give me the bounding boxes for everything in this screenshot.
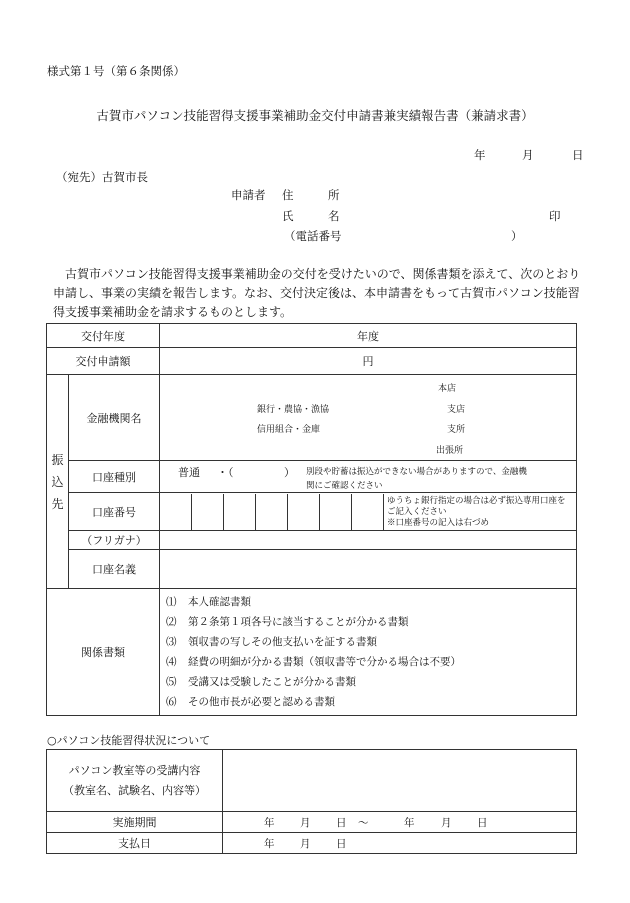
period-label: 実施期間 — [47, 812, 223, 833]
account-type-normal: 普通 — [178, 465, 200, 479]
account-number-note-2: ※口座番号の記入は右づめ — [387, 517, 490, 528]
seal-mark: 印 — [549, 209, 561, 223]
docs-item: ⑹ その他市長が必要と認める書類 — [166, 696, 335, 708]
account-digit-box[interactable] — [256, 494, 288, 530]
amount-field[interactable] — [160, 348, 577, 375]
amount-unit: 円 — [362, 355, 374, 368]
bank-name-label: 金融機関名 — [69, 375, 160, 461]
period-end-year: 年 — [404, 817, 415, 829]
transfer-char-1: 振 — [51, 452, 64, 467]
docs-item: ⑸ 受講又は受験したことが分かる書類 — [166, 676, 356, 688]
date-day: 日 — [572, 148, 584, 162]
course-label-1: パソコン教室等の受講内容 — [68, 763, 201, 777]
docs-label: 関係書類 — [47, 589, 160, 716]
transfer-char-3: 先 — [51, 496, 64, 511]
period-start-year: 年 — [264, 817, 275, 829]
amount-label: 交付申請額 — [47, 348, 160, 375]
bank-name-field[interactable] — [160, 375, 577, 461]
pc-section-heading: ○パソコン技能習得状況について — [47, 734, 211, 747]
applicant-phone-close: ） — [511, 229, 523, 243]
payment-month: 月 — [300, 838, 311, 850]
account-type-label: 口座種別 — [69, 461, 160, 493]
bank-types-2: 信用組合・金庫 — [257, 425, 321, 435]
fiscal-year-label: 交付年度 — [47, 324, 160, 348]
transfer-char-2: 込 — [51, 474, 64, 489]
account-number-note — [384, 494, 576, 530]
period-tilde: ～ — [358, 817, 369, 829]
body-paragraph: 古賀市パソコン技能習得支援事業補助金の交付を受けたいので、関係書類を添えて、次のとおり申請し、事業の実績を報告します。なお、交付決定後は、本申請書をもって古賀市パソコン技能習得支援事業補助金を請求するものとします。 — [53, 267, 581, 319]
form-id: 様式第１号（第６条関係） — [47, 64, 185, 78]
applicant-name-label-1: 氏 — [282, 209, 294, 223]
period-start-month: 月 — [300, 817, 311, 829]
period-start-day: 日 — [336, 817, 347, 829]
period-row — [47, 812, 577, 833]
docs-list — [160, 589, 577, 716]
amount-row — [47, 348, 577, 375]
course-label-2: （教室名、試験名、内容等） — [63, 783, 206, 797]
account-type-field[interactable] — [160, 461, 577, 493]
account-digit-box[interactable] — [224, 494, 256, 530]
account-digit-box[interactable] — [192, 494, 224, 530]
branch-type-head: 本店 — [438, 384, 457, 394]
account-number-label: 口座番号 — [69, 493, 160, 531]
course-field[interactable] — [223, 750, 577, 812]
account-type-note: 別段や貯蓄は振込ができない場合がありますので、金融機関にご確認ください — [306, 466, 527, 491]
applicant-address-label-1: 住 — [282, 188, 294, 202]
payment-day: 日 — [336, 838, 347, 850]
docs-item: ⑴ 本人確認書類 — [166, 596, 251, 608]
bank-types-1: 銀行・農協・漁協 — [257, 405, 330, 415]
payment-label: 支払日 — [47, 833, 223, 854]
account-number-field — [160, 493, 577, 531]
addressee: （宛先）古賀市長 — [56, 170, 148, 184]
docs-item: ⑷ 経費の明細が分かる書類（領収書等で分かる場合は不要） — [166, 656, 461, 668]
account-digit-box[interactable] — [320, 494, 352, 530]
docs-item: ⑵ 第２条第１項各号に該当することが分かる書類 — [166, 616, 409, 628]
applicant-name-label-2: 名 — [328, 209, 340, 223]
furigana-row — [47, 531, 577, 550]
furigana-label: （フリガナ） — [69, 531, 160, 550]
account-type-other-close: ） — [284, 465, 295, 479]
furigana-field[interactable] — [160, 531, 577, 550]
docs-row — [47, 589, 577, 716]
account-type-other-open: ・（ — [217, 465, 234, 479]
applicant-label: 申請者 — [231, 188, 266, 202]
account-name-label: 口座名義 — [69, 550, 160, 589]
application-table — [46, 323, 577, 716]
period-end-day: 日 — [477, 817, 488, 829]
account-name-row — [47, 550, 577, 589]
fiscal-year-row — [47, 324, 577, 348]
account-number-note-1: ゆうちょ銀行指定の場合は必ず振込専用口座をご記入ください — [387, 495, 566, 517]
account-digit-box[interactable] — [288, 494, 320, 530]
payment-row — [47, 833, 577, 854]
pc-skill-table — [46, 749, 577, 854]
bank-name-row — [47, 375, 577, 461]
document-title: 古賀市パソコン技能習得支援事業補助金交付申請書兼実績報告書（兼請求書） — [96, 108, 534, 123]
docs-item: ⑶ 領収書の写しその他支払いを証する書類 — [166, 636, 377, 648]
account-digit-box[interactable] — [160, 494, 192, 530]
account-type-row — [47, 461, 577, 493]
period-end-month: 月 — [441, 817, 452, 829]
payment-year: 年 — [264, 838, 275, 850]
fiscal-year-unit: 年度 — [357, 329, 379, 343]
applicant-address-label-2: 所 — [328, 188, 340, 202]
transfer-label — [47, 375, 69, 589]
branch-type-sub: 出張所 — [436, 446, 464, 456]
branch-type-branch: 支店 — [447, 405, 466, 415]
course-row — [47, 750, 577, 812]
fiscal-year-field[interactable] — [160, 324, 577, 348]
date-month: 月 — [522, 148, 534, 162]
account-digit-box[interactable] — [352, 494, 384, 530]
payment-field[interactable] — [223, 833, 577, 854]
course-label — [47, 750, 223, 812]
branch-type-office: 支所 — [447, 425, 466, 435]
date-year: 年 — [474, 148, 486, 162]
account-name-field[interactable] — [160, 550, 577, 589]
account-number-row — [47, 493, 577, 531]
applicant-phone-label: （電話番号 — [284, 229, 342, 243]
period-field[interactable] — [223, 812, 577, 833]
